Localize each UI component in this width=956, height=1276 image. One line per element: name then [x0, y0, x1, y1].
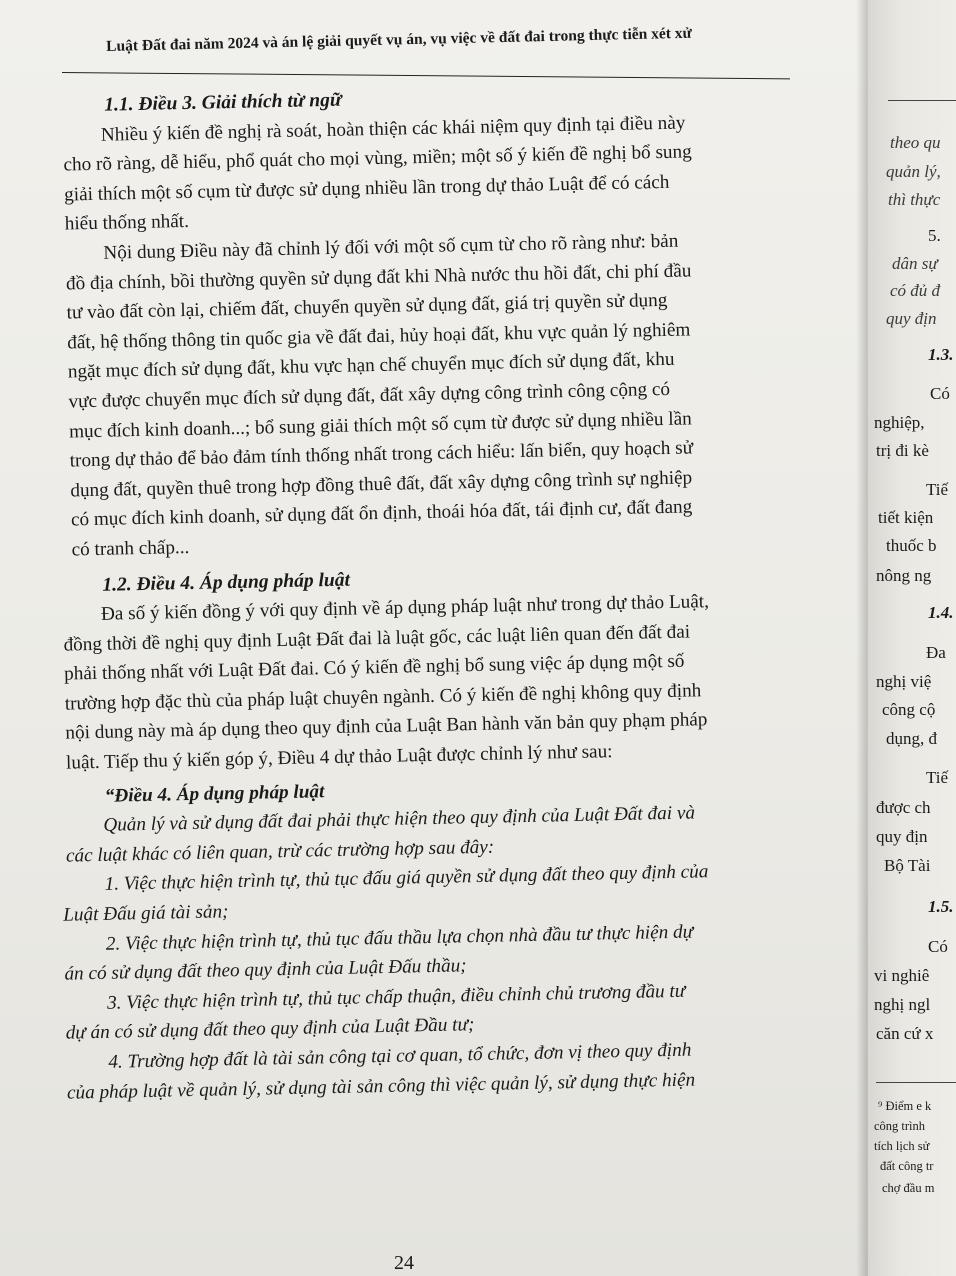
facing-text-fragment: có đủ đ [890, 281, 941, 300]
text-line: có mục đích kinh doanh, sử dụng đất ổn định, thoái hóa đất, tái định cư, đất đang [70, 496, 693, 531]
text-line: đồng thời đề nghị quy định Luật Đất đai là luật gốc, các luật liên quan đến đất đai [63, 621, 691, 656]
text-line: nội dung này mà áp dụng theo quy định của Luật Ban hành văn bản quy phạm pháp [65, 709, 708, 745]
facing-text-fragment: Bộ Tài [884, 856, 931, 875]
facing-text-fragment: nghiệp, [874, 413, 925, 432]
text-line: trong dự thảo để bảo đảm tính thống nhất trong cách hiểu: lấn biển, quy hoạch sử [69, 437, 694, 472]
text-line: dự án có sử dụng đất theo quy định của Luật Đầu tư; [65, 1014, 475, 1045]
facing-text-fragment: nghị việ [876, 672, 932, 691]
facing-text-fragment: Có [928, 937, 948, 956]
facing-text-fragment: Đa [926, 643, 946, 662]
text-line: có tranh chấp... [71, 536, 190, 561]
facing-text-fragment: tiết kiện [878, 508, 934, 527]
facing-text-fragment: quản lý, [886, 162, 941, 181]
facing-page-text [868, 0, 956, 1276]
quoted-article-title: “Điều 4. Áp dụng pháp luật [104, 780, 325, 807]
text-line: các luật khác có liên quan, trừ các trường hợp sau đây: [65, 836, 495, 867]
facing-text-fragment: 1.3. [928, 345, 954, 364]
facing-text-fragment: Tiế [926, 480, 949, 499]
facing-text-fragment: công trình [874, 1119, 926, 1133]
facing-text-fragment: dân sự [892, 254, 938, 273]
text-line: ngặt mục đích sử dụng đất, khu vực hạn chế chuyển mục đích sử dụng đất, khu [67, 349, 675, 383]
facing-text-fragment: đất công tr [880, 1159, 934, 1173]
text-line: Quản lý và sử dụng đất đai phải thực hiện theo quy định của Luật Đất đai và [103, 802, 696, 837]
text-line: cho rõ ràng, dễ hiểu, phổ quát cho mọi vùng, miền; một số ý kiến đề nghị bổ sung [63, 141, 692, 176]
facing-page-edge [868, 0, 956, 1276]
facing-text-fragment: ⁹ Điểm e k [878, 1099, 932, 1113]
facing-text-fragment: Có [930, 384, 950, 403]
running-head: Luật Đất đai năm 2024 và án lệ giải quyết vụ án, vụ việc về đất đai trong thực tiễn xét xử [106, 24, 693, 55]
facing-text-fragment: quy địn [876, 827, 928, 846]
text-line: phải thống nhất với Luật Đất đai. Có ý kiến đề nghị bổ sung việc áp dụng một số [63, 650, 685, 685]
text-line: 1. Việc thực hiện trình tự, thủ tục đấu giá quyền sử dụng đất theo quy định của [104, 861, 709, 896]
facing-text-fragment: công cộ [882, 700, 936, 719]
facing-text-fragment: 1.4. [928, 603, 954, 622]
facing-text-fragment: căn cứ x [876, 1024, 934, 1043]
text-line: của pháp luật về quản lý, sử dụng tài sản công thì việc quản lý, sử dụng thực hiện [66, 1069, 696, 1104]
text-line: án có sử dụng đất theo quy định của Luật Đấu thầu; [64, 955, 467, 985]
text-line: 3. Việc thực hiện trình tự, thủ tục chấp thuận, điều chỉnh chủ trương đầu tư [106, 980, 686, 1014]
facing-text-fragment: Tiế [926, 768, 949, 787]
facing-text-fragment: được ch [876, 798, 931, 817]
section-heading: 1.1. Điều 3. Giải thích từ ngữ [104, 89, 342, 116]
text-line: Nhiều ý kiến đề nghị rà soát, hoàn thiện các khái niệm quy định tại điều này [100, 112, 686, 146]
body-text [40, 76, 821, 1108]
facing-text-fragment: chợ đầu m [882, 1181, 935, 1195]
text-line: Luật Đấu giá tài sản; [63, 901, 229, 926]
text-line: 4. Trường hợp đất là tài sản công tại cơ quan, tổ chức, đơn vị theo quy định [108, 1039, 692, 1073]
text-line: mục đích kinh doanh...; bổ sung giải thích một số cụm từ được sử dụng nhiều lần [68, 407, 692, 442]
facing-text-fragment: 1.5. [928, 897, 954, 916]
text-line: 2. Việc thực hiện trình tự, thủ tục đấu thầu lựa chọn nhà đầu tư thực hiện dự [105, 921, 694, 955]
facing-text-fragment: dụng, đ [886, 729, 937, 748]
text-line: Đa số ý kiến đồng ý với quy định về áp dụng pháp luật như trong dự thảo Luật, [100, 591, 710, 625]
text-line: vực được chuyển mục đích sử dụng đất, đất xây dựng công trình công cộng có [68, 378, 671, 413]
text-line: đồ địa chính, bồi thường quyền sử dụng đất khi Nhà nước thu hồi đất, chi phí đầu [65, 259, 692, 295]
facing-text-fragment: theo qu [890, 133, 941, 152]
facing-text-fragment: 5. [928, 226, 941, 245]
text-line: đất, hệ thống thông tin quốc gia về đất đai, hủy hoại đất, khu vực quản lý nghiêm [67, 319, 691, 354]
facing-text-fragment: nông ng [876, 566, 932, 585]
text-line: Nội dung Điều này đã chỉnh lý đối với một số cụm từ cho rõ ràng như: bản [103, 230, 679, 264]
facing-text-fragment: vi nghiê [874, 966, 930, 985]
page-number: 24 [394, 1252, 414, 1274]
text-line: tư vào đất còn lại, chiếm đất, chuyển quyền sử dụng đất, giá trị quyền sử dụng [66, 290, 668, 324]
text-line: hiểu thống nhất. [64, 211, 190, 235]
facing-text-fragment: quy địn [886, 309, 937, 328]
facing-text-fragment: trị đi kè [876, 441, 929, 460]
facing-text-fragment: nghị ngl [874, 995, 931, 1014]
text-line: giải thích một số cụm từ được sử dụng nhiều lần trong dự thảo Luật để có cách [63, 171, 670, 206]
facing-text-fragment: thì thực [888, 190, 941, 209]
text-line: trường hợp đặc thù của pháp luật chuyên ngành. Có ý kiến đề nghị không quy định [64, 680, 702, 715]
facing-text-fragment: thuốc b [886, 536, 937, 555]
text-line: luật. Tiếp thu ý kiến góp ý, Điều 4 dự thảo Luật được chỉnh lý như sau: [65, 741, 613, 774]
facing-text-fragment: tích lịch sử [874, 1139, 930, 1153]
text-line: dụng đất, quyền thuê trong hợp đồng thuê đất, đất xây dựng công trình sự nghiệp [70, 467, 693, 502]
section-heading: 1.2. Điều 4. Áp dụng pháp luật [102, 569, 351, 596]
